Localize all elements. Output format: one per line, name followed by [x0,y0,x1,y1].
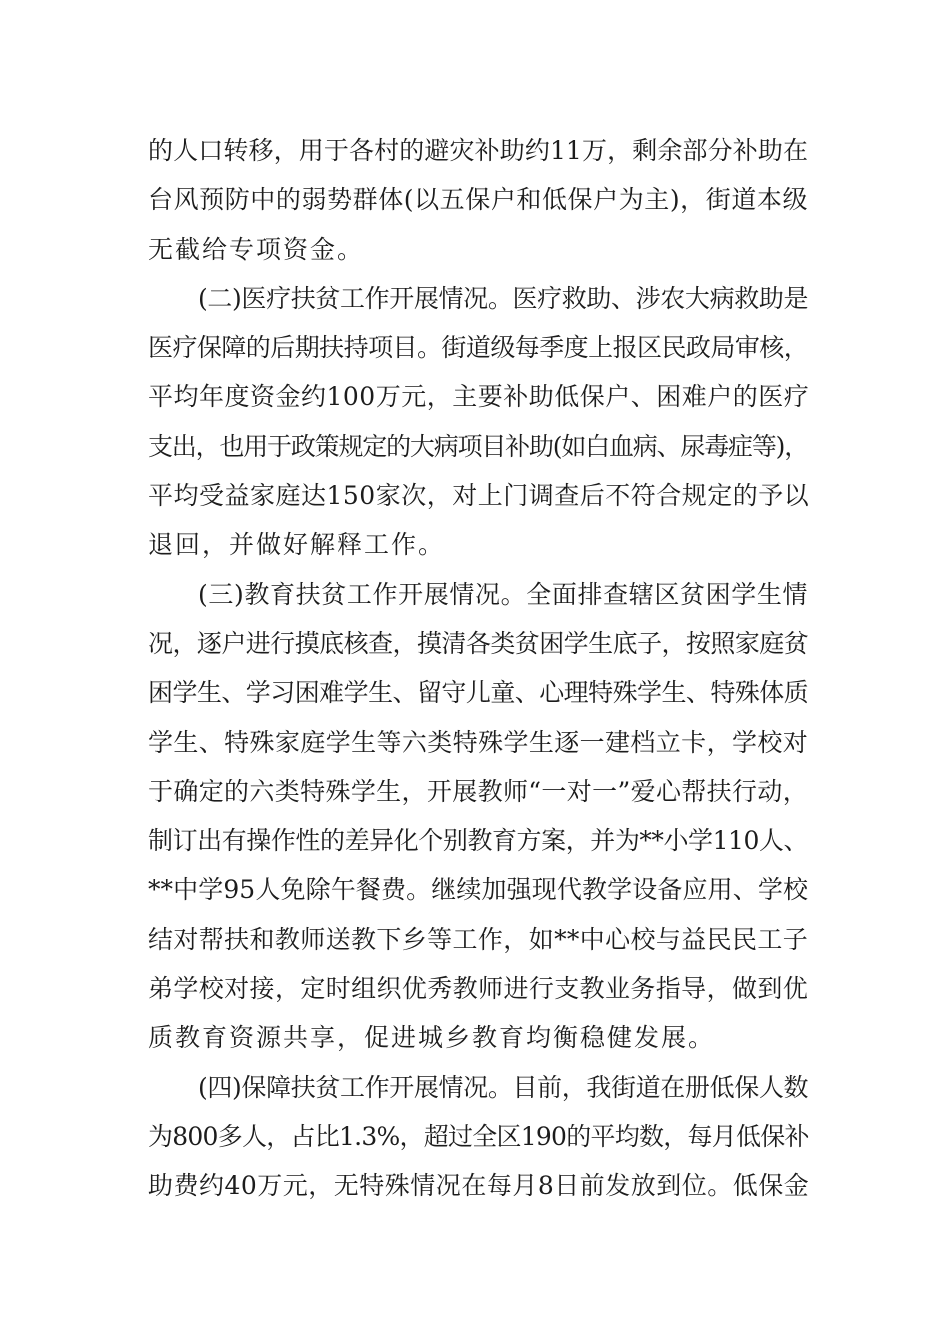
text-line: **中学95人免除午餐费。继续加强现代教学设备应用、学校 [148,875,808,905]
paragraph-medical-poverty-relief [148,274,808,570]
text-line: (四)保障扶贫工作开展情况。目前，我街道在册低保人数 [198,1072,808,1102]
text-line: 的人口转移，用于各村的避灾补助约11万，剩余部分补助在 [148,136,808,165]
text-line: 助费约40万元，无特殊情况在每月8日前发放到位。低保金 [148,1171,810,1201]
text-line: 退回，并做好解释工作。 [148,530,446,560]
text-line: 于确定的六类特殊学生，开展教师“一对一”爱心帮扶行动， [148,776,808,806]
document-page [148,126,808,1211]
paragraph-disaster-relief-continued [148,126,808,274]
text-line: 平均受益家庭达150家次，对上门调查后不符合规定的予以 [148,481,810,511]
text-line: 为800多人，占比1.3%，超过全区190的平均数，每月低保补 [148,1121,809,1151]
paragraph-education-poverty-relief [148,570,808,1063]
text-line: 制订出有操作性的差异化个别教育方案，并为**小学110人、 [148,826,808,856]
text-line: 结对帮扶和教师送教下乡等工作，如**中心校与益民民工子 [148,924,808,954]
text-line: 支出，也用于政策规定的大病项目补助(如白血病、尿毒症等)， [148,431,808,461]
text-line: (二)医疗扶贫工作开展情况。医疗救助、涉农大病救助是 [198,283,808,313]
text-line: (三)教育扶贫工作开展情况。全面排查辖区贫困学生情 [198,579,808,609]
text-line: 困学生、学习困难学生、留守儿童、心理特殊学生、特殊体质 [148,678,808,708]
paragraph-social-security-relief [148,1063,808,1211]
text-line: 况，逐户进行摸底核查，摸清各类贫困学生底子，按照家庭贫 [148,628,808,658]
text-line: 学生、特殊家庭学生等六类特殊学生逐一建档立卡，学校对 [148,727,808,757]
text-line: 质教育资源共享，促进城乡教育均衡稳健发展。 [148,1023,716,1053]
text-line: 弟学校对接，定时组织优秀教师进行支教业务指导，做到优 [148,974,808,1004]
text-line: 医疗保障的后期扶持项目。街道级每季度上报区民政局审核， [148,333,808,363]
text-line: 平均年度资金约100万元，主要补助低保户、困难户的医疗 [148,382,810,412]
text-line: 台风预防中的弱势群体(以五保户和低保户为主)，街道本级 [148,185,808,215]
text-line: 无截给专项资金。 [148,234,365,264]
